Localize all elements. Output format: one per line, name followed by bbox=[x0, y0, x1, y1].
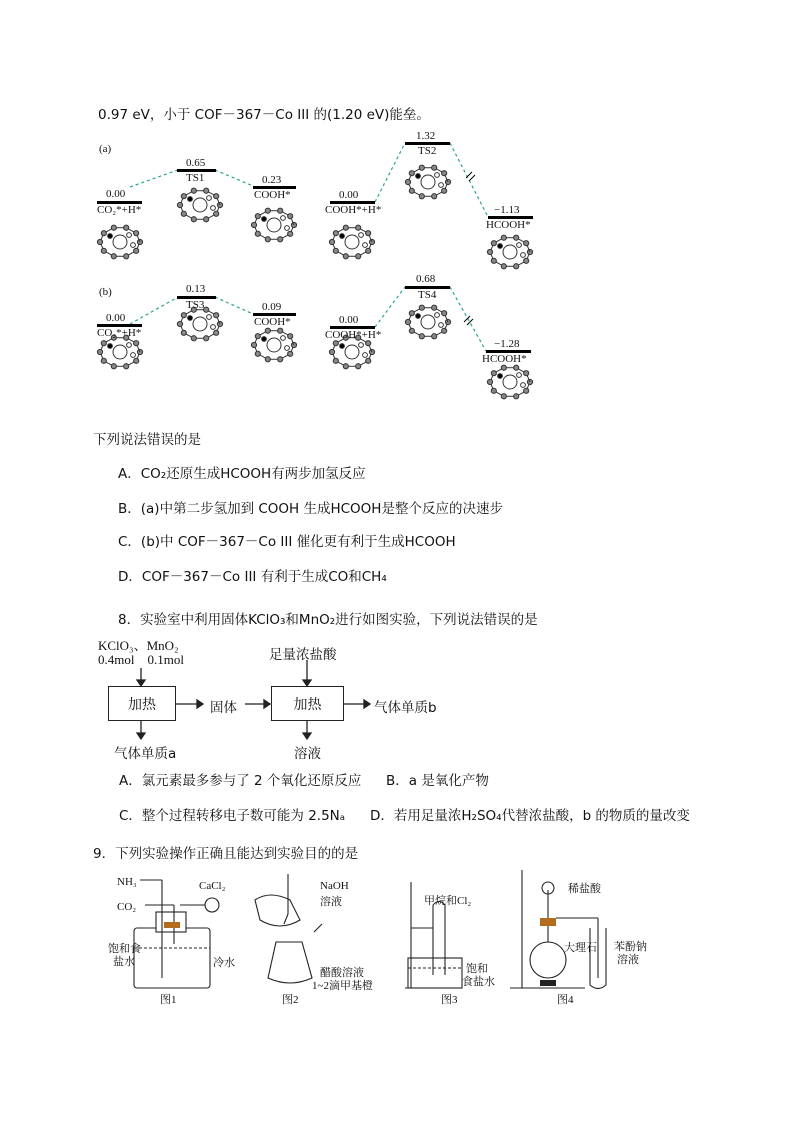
q7-option-d: D．COF－367－Co III 有利于生成CO和CH₄ bbox=[118, 569, 387, 585]
flow-solution-label: 溶液 bbox=[294, 746, 321, 762]
fig2-naoh1: NaOH bbox=[320, 880, 349, 892]
level-label: HCOOH* bbox=[486, 219, 531, 231]
q8-option-c: C．整个过程转移电子数可能为 2.5Nₐ bbox=[119, 808, 346, 824]
fig1-nh3: NH₃ bbox=[117, 876, 137, 888]
level-label: TS4 bbox=[418, 289, 437, 301]
level-label: TS2 bbox=[418, 145, 437, 157]
cluster-structure bbox=[487, 235, 532, 269]
fig4-phenol1: 苯酚钠 bbox=[614, 941, 647, 953]
fig2-acid2: 1~2滴甲基橙 bbox=[312, 980, 373, 992]
q7-option-a: A．CO₂还原生成HCOOH有两步加氢反应 bbox=[118, 466, 366, 482]
level-value: 0.00 bbox=[106, 312, 126, 324]
cluster-structure bbox=[487, 365, 532, 399]
q8-option-a: A．氯元素最多参与了 2 个氧化还原反应 bbox=[119, 773, 362, 789]
level-value: 0.00 bbox=[106, 188, 126, 200]
level-label: CO₂*+H* bbox=[97, 204, 142, 216]
level-value: 0.00 bbox=[339, 314, 359, 326]
fig1-co2: CO₂ bbox=[117, 901, 137, 913]
level-label: CO₂*+H* bbox=[97, 327, 142, 339]
panel-b-label: (b) bbox=[99, 286, 112, 298]
level-label: COOH* bbox=[254, 316, 291, 328]
q8-option-d: D．若用足量浓H₂SO₄代替浓盐酸，b 的物质的量改变 bbox=[370, 808, 690, 824]
flow-hcl-label: 足量浓盐酸 bbox=[269, 647, 337, 663]
fig1-caption: 图1 bbox=[160, 994, 177, 1006]
fig1-sat1: 饱和食 bbox=[108, 943, 141, 955]
level-label: COOH*+H* bbox=[325, 204, 382, 216]
q8-stem: 8．实验室中利用固体KClO₃和MnO₂进行如图实验，下列说法错误的是 bbox=[118, 612, 538, 628]
fig1-sat2: 盐水 bbox=[113, 956, 135, 968]
level-value: −1.28 bbox=[494, 338, 520, 350]
flow-gas-a-label: 气体单质a bbox=[114, 746, 177, 762]
fig2-naoh2: 溶液 bbox=[320, 896, 342, 908]
flow-box-heat-2: 加热 bbox=[271, 686, 344, 721]
level-label: TS1 bbox=[186, 172, 205, 184]
level-label: TS3 bbox=[186, 299, 205, 311]
cluster-structure bbox=[97, 335, 142, 369]
level-value: −1.13 bbox=[494, 204, 520, 216]
level-label: COOH* bbox=[254, 189, 291, 201]
fig3-gas: 甲烷和Cl₂ bbox=[424, 895, 472, 907]
q7-option-b: B．(a)中第二步氢加到 COOH 生成HCOOH是整个反应的决速步 bbox=[118, 501, 503, 517]
fig3-sat1: 饱和 bbox=[466, 963, 488, 975]
level-value: 0.23 bbox=[262, 174, 282, 186]
cluster-structure bbox=[177, 188, 222, 222]
q9-stem: 9．下列实验操作正确且能达到实验目的的是 bbox=[93, 846, 359, 862]
cluster-structure bbox=[177, 307, 222, 341]
flow-gas-b-label: 气体单质b bbox=[374, 700, 437, 716]
cluster-structure bbox=[405, 305, 450, 339]
cluster-structure bbox=[97, 225, 142, 259]
flow-box-heat-1: 加热 bbox=[108, 686, 176, 721]
q7-stem: 下列说法错误的是 bbox=[93, 432, 201, 448]
level-label: HCOOH* bbox=[482, 353, 527, 365]
panel-a-label: (a) bbox=[99, 143, 112, 155]
cluster-structure bbox=[329, 225, 374, 259]
fig3-sat2: 食盐水 bbox=[462, 976, 495, 988]
fig1-cacl2: CaCl₂ bbox=[199, 880, 226, 892]
q9-figures bbox=[0, 860, 794, 1010]
flow-reagents: KClO₃、MnO₂ bbox=[98, 638, 179, 653]
fig3-caption: 图3 bbox=[441, 994, 458, 1006]
level-value: 0.65 bbox=[186, 157, 206, 169]
fig4-hcl: 稀盐酸 bbox=[568, 883, 601, 895]
q8-flowchart bbox=[0, 630, 794, 760]
intro-line: 0.97 eV，小于 COF－367－Co III 的(1.20 eV)能垒。 bbox=[98, 107, 430, 123]
flow-solid-label: 固体 bbox=[210, 700, 237, 716]
level-value: 0.00 bbox=[339, 189, 359, 201]
level-label: COOH*+H* bbox=[325, 329, 382, 341]
fig4-marble: 大理石 bbox=[564, 942, 597, 954]
q7-option-c: C．(b)中 COF－367－Co III 催化更有利于生成HCOOH bbox=[118, 534, 456, 550]
fig2-caption: 图2 bbox=[282, 994, 299, 1006]
level-value: 1.32 bbox=[416, 130, 436, 142]
fig4-caption: 图4 bbox=[557, 994, 574, 1006]
fig4-phenol2: 溶液 bbox=[617, 954, 639, 966]
q8-option-b: B．a 是氧化产物 bbox=[386, 773, 489, 789]
cluster-structure bbox=[251, 328, 296, 362]
cluster-structure bbox=[405, 165, 450, 199]
level-value: 0.09 bbox=[262, 301, 282, 313]
level-value: 0.68 bbox=[416, 273, 436, 285]
flow-amounts: 0.4mol 0.1mol bbox=[98, 652, 184, 667]
fig2-acid1: 醋酸溶液 bbox=[320, 967, 364, 979]
cluster-structure bbox=[251, 208, 296, 242]
level-value: 0.13 bbox=[186, 283, 206, 295]
fig1-cold: 冷水 bbox=[213, 957, 235, 969]
energy-diagram bbox=[0, 0, 794, 420]
